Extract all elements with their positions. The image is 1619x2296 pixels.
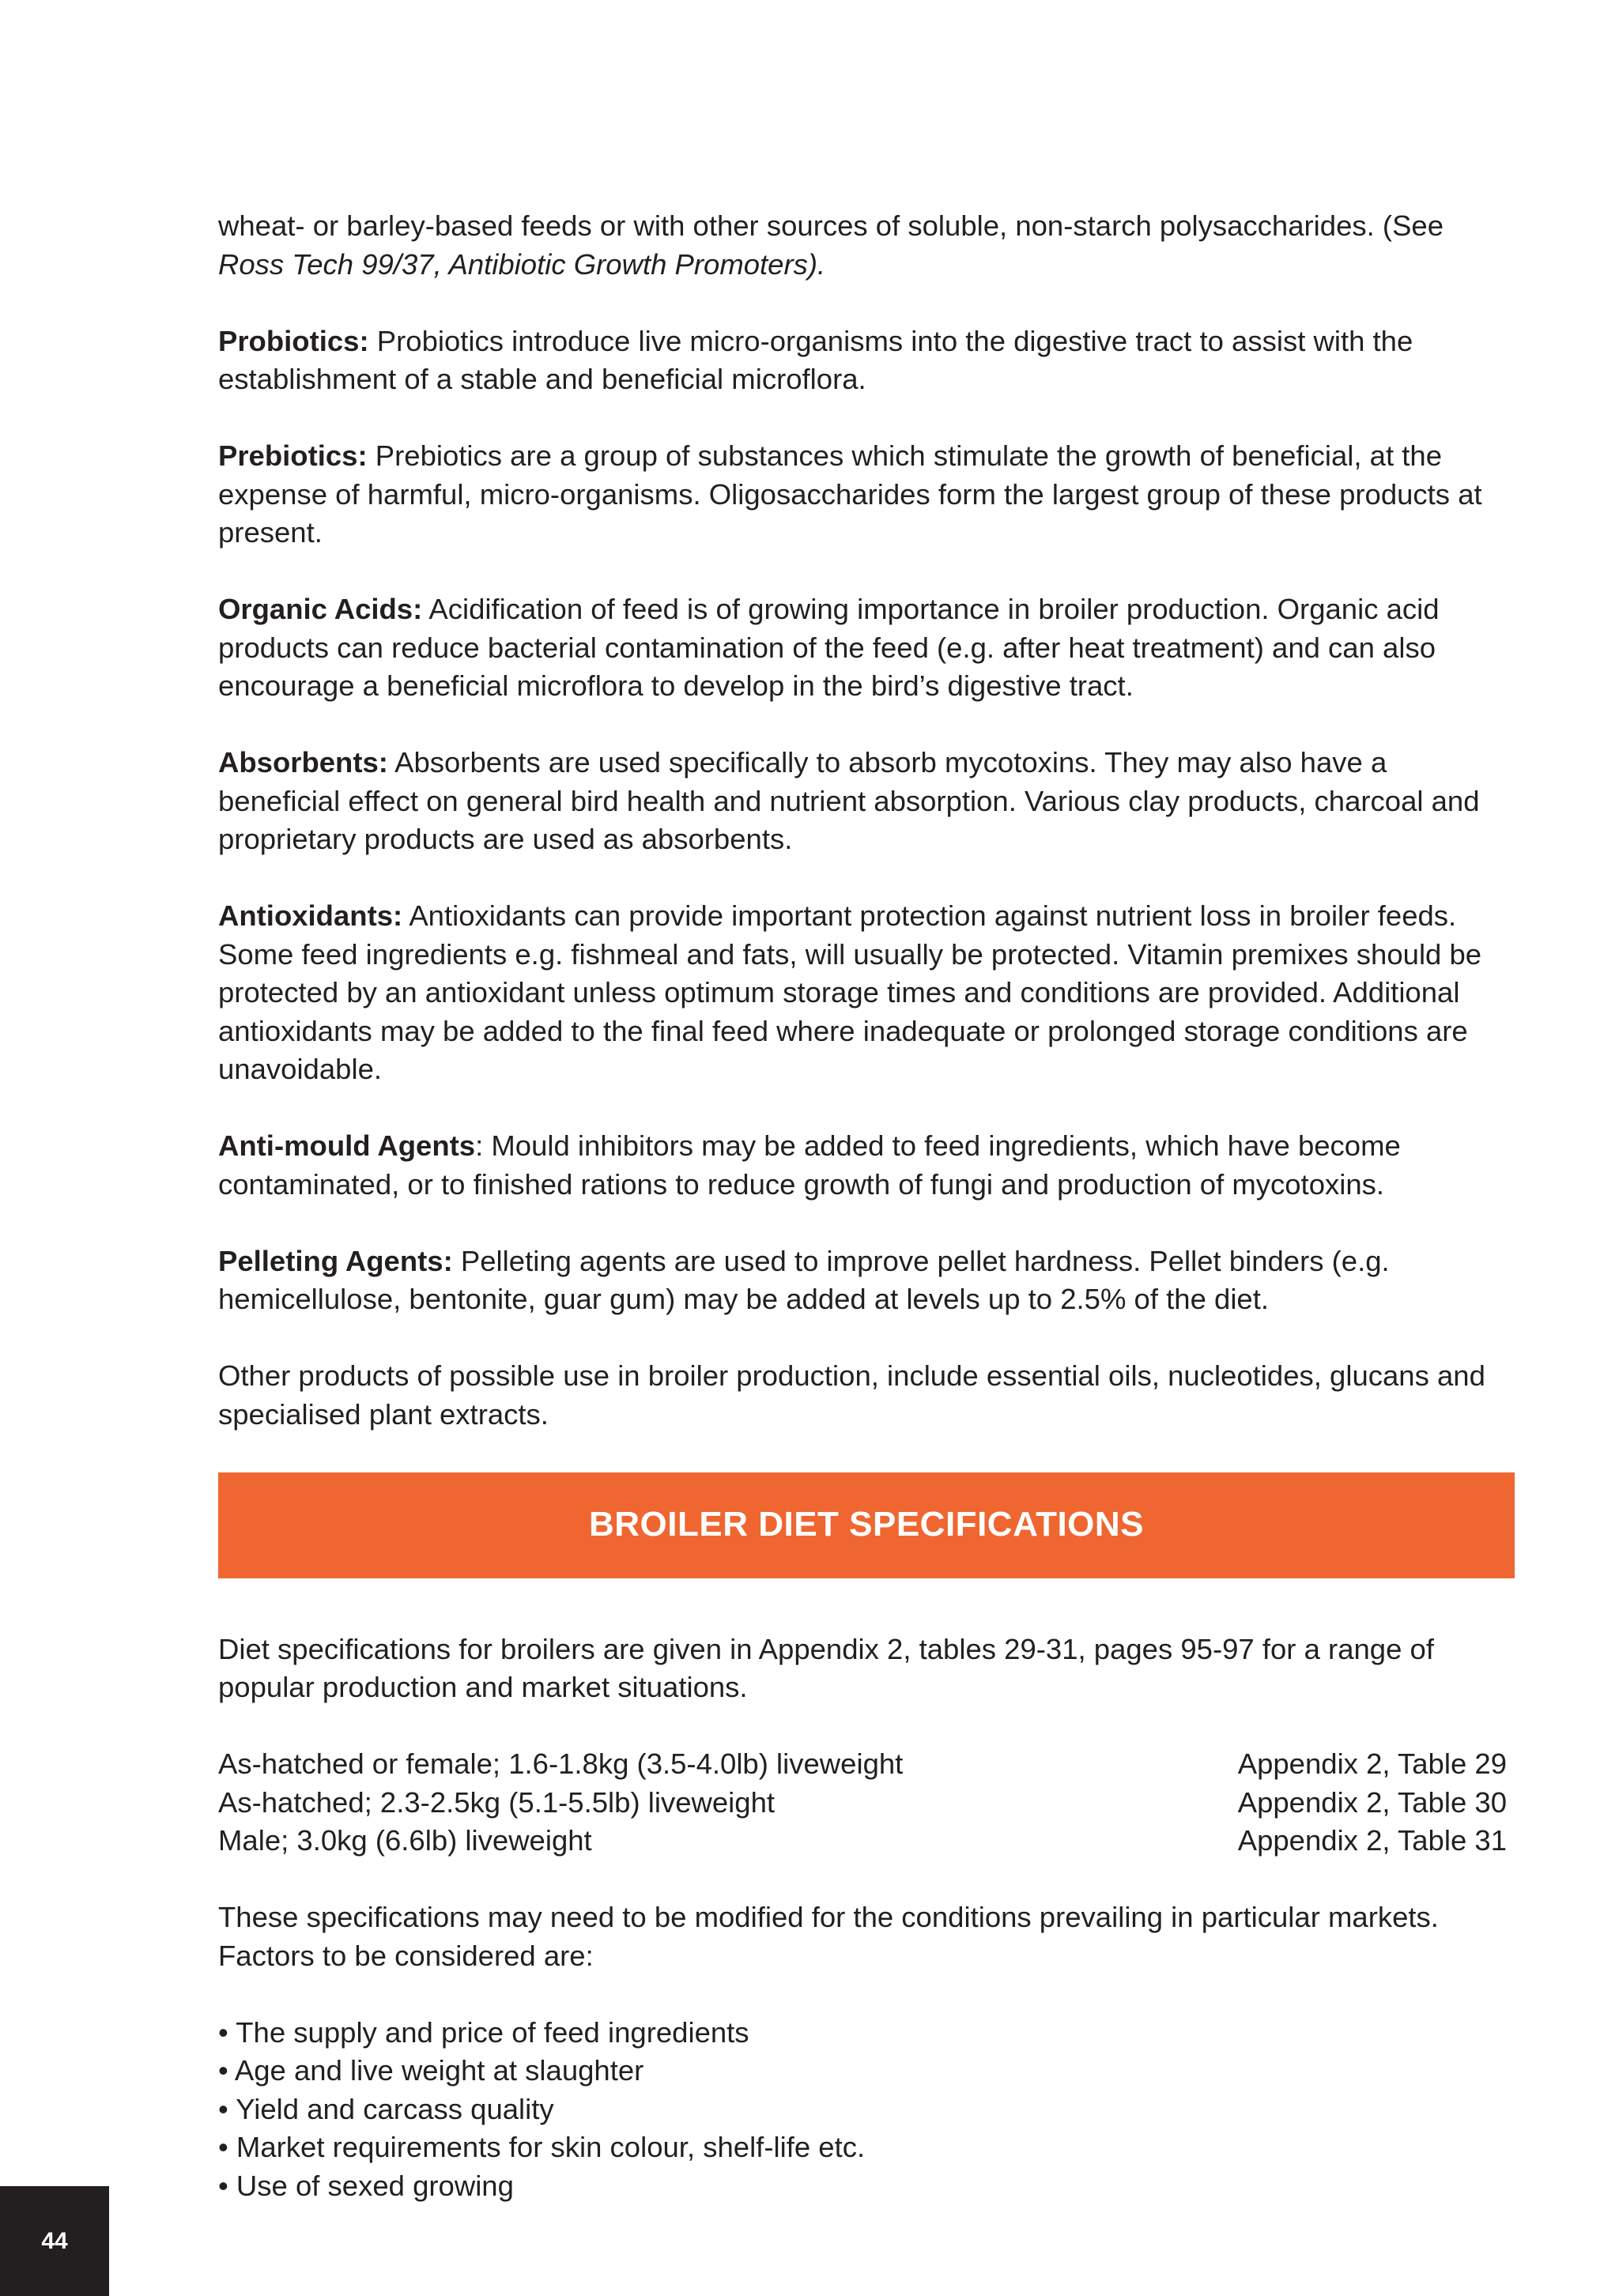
spec-description: Male; 3.0kg (6.6lb) liveweight: [218, 1824, 592, 1857]
pelleting-agents-text: Pelleting agents are used to improve pellet hardness. Pellet binders (e.g. hemicellulose, bentonite, guar gum) may be added at levels up to 2.5% of the diet.: [218, 1244, 1390, 1315]
anti-mould-text: : Mould inhibitors may be added to feed ingredients, which have become contaminated, or to finished rations to reduce growth of fungi and production of mycotoxins.: [218, 1129, 1401, 1201]
page-content: [218, 207, 1515, 2205]
probiotics-paragraph: [218, 322, 1515, 399]
spec-row: [218, 1822, 1515, 1861]
probiotics-label: Probiotics:: [218, 324, 369, 357]
spec-list: [218, 1745, 1515, 1861]
intro-paragraph: [218, 207, 1515, 284]
organic-acids-label: Organic Acids:: [218, 593, 423, 625]
absorbents-label: Absorbents:: [218, 746, 388, 779]
spec-reference: Appendix 2, Table 30: [1237, 1785, 1507, 1819]
intro-text: wheat- or barley-based feeds or with other sources of soluble, non-starch polysaccharides. (See: [218, 209, 1444, 242]
diet-intro-paragraph: Diet specifications for broilers are given in Appendix 2, tables 29-31, pages 95-97 for a range of popular production and market situations.: [218, 1632, 1434, 1703]
factors-list: [218, 2014, 1515, 2206]
pelleting-agents-paragraph: [218, 1242, 1515, 1319]
section-banner: [218, 1472, 1515, 1578]
antioxidants-paragraph: [218, 897, 1515, 1089]
intro-reference: Ross Tech 99/37, Antibiotic Growth Promoters).: [218, 247, 826, 281]
spec-row: [218, 1745, 1515, 1784]
organic-acids-text: Acidification of feed is of growing importance in broiler production. Organic acid products can reduce bacterial contamination of the feed (e.g. after heat treatment) and can also encourage a beneficial microflora to develop in the bird’s digestive tract.: [218, 593, 1440, 702]
prebiotics-label: Prebiotics:: [218, 439, 368, 472]
page-number: 44: [41, 2227, 68, 2254]
page-number-box: [0, 2186, 109, 2296]
absorbents-text: Absorbents are used specifically to absorb mycotoxins. They may also have a beneficial effect on general bird health and nutrient absorption. Various clay products, charcoal and proprietary products are used as absorbents.: [218, 746, 1480, 855]
spec-reference: Appendix 2, Table 29: [1237, 1747, 1507, 1780]
list-item: • Use of sexed growing: [218, 2169, 514, 2202]
spec-row: [218, 1784, 1515, 1823]
list-item: • Market requirements for skin colour, shelf-life etc.: [218, 2131, 866, 2163]
prebiotics-paragraph: [218, 437, 1515, 552]
antioxidants-label: Antioxidants:: [218, 899, 403, 932]
antioxidants-text: Antioxidants can provide important protection against nutrient loss in broiler feeds. Some feed ingredients e.g. fishmeal and fats, will usually be protected. Vitamin premixes should be protected by an antioxidant unless optimum storage times and conditions are provided. Additional antioxidants may be added to the final feed where inadequate or prolonged storage conditions are unavoidable.: [218, 899, 1482, 1085]
other-products-paragraph: Other products of possible use in broiler production, include essential oils, nucleotides, glucans and specialised plant extracts.: [218, 1359, 1485, 1431]
anti-mould-label: Anti-mould Agents: [218, 1129, 476, 1162]
list-item: • Age and live weight at slaughter: [218, 2054, 644, 2087]
spec-description: As-hatched; 2.3-2.5kg (5.1-5.5lb) liveweight: [218, 1785, 776, 1819]
list-item: • The supply and price of feed ingredients: [218, 2015, 749, 2049]
section-title: BROILER DIET SPECIFICATIONS: [588, 1505, 1145, 1544]
pelleting-agents-label: Pelleting Agents:: [218, 1244, 453, 1277]
anti-mould-paragraph: [218, 1127, 1515, 1204]
prebiotics-text: Prebiotics are a group of substances which stimulate the growth of beneficial, at the expense of harmful, micro-organisms. Oligosaccharides form the largest group of these products at present.: [218, 439, 1482, 549]
modification-paragraph: These specifications may need to be modified for the conditions prevailing in particular markets. Factors to be considered are:: [218, 1901, 1439, 1972]
probiotics-text: Probiotics introduce live micro-organisms into the digestive tract to assist with the establishment of a stable and beneficial microflora.: [218, 324, 1413, 395]
spec-description: As-hatched or female; 1.6-1.8kg (3.5-4.0lb) liveweight: [218, 1747, 904, 1780]
organic-acids-paragraph: [218, 590, 1515, 706]
absorbents-paragraph: [218, 744, 1515, 859]
list-item: • Yield and carcass quality: [218, 2092, 554, 2125]
spec-reference: Appendix 2, Table 31: [1237, 1824, 1507, 1857]
